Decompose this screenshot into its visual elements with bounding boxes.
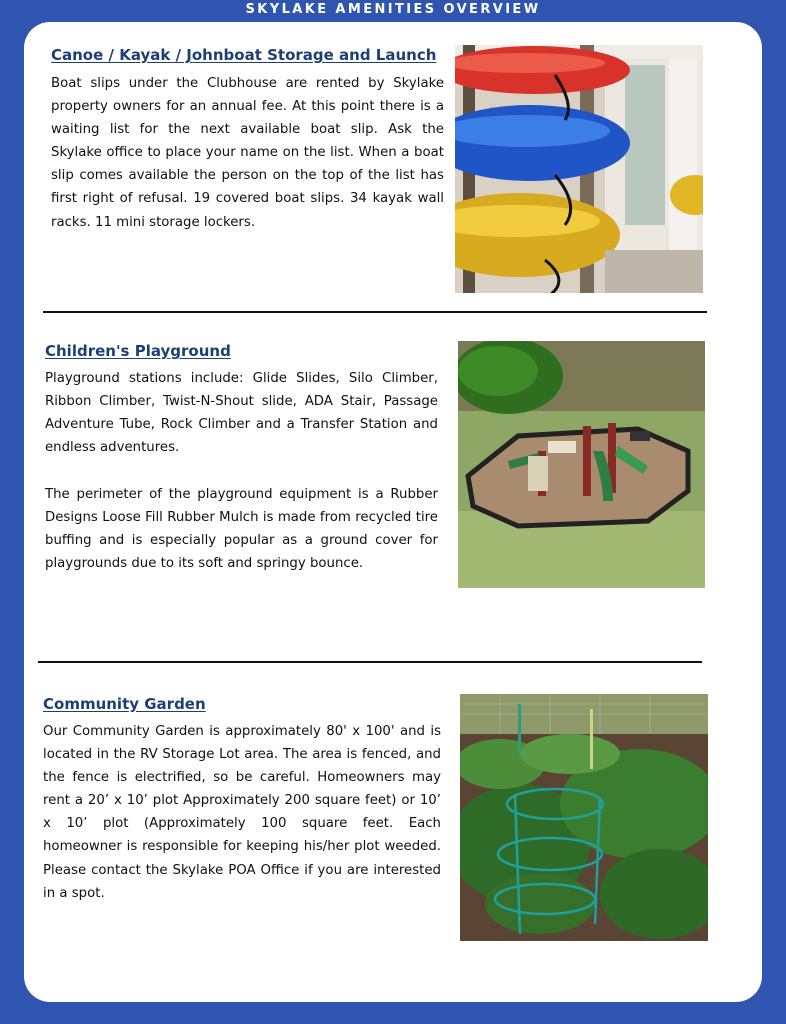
playground-section-heading: Children's Playground — [45, 342, 231, 360]
garden-section-body: Our Community Garden is approximately 80' x 100' and is located in the RV Storage Lot area. The area is fenced, and the fence is electrified, so be careful. Homeowners may rent a 20’ x 10’ plot Approximately 200 square feet) or 10’ x 10’ plot (Approximately 100 square feet. Each homeowner is responsible for keeping his/her plot weeded. Please contact the Skylake POA Office if you are interested in a spot. — [43, 724, 441, 901]
section-divider — [43, 311, 707, 313]
canoe-section-body: Boat slips under the Clubhouse are rented by Skylake property owners for an annual fee. At this point there is a waiting list for the next available boat slip. Ask the Skylake office to place your name on the list. When a boat slip comes available the person on the top of the list has first right of refusal. 19 covered boat slips. 34 kayak wall racks. 11 mini storage lockers. — [51, 76, 444, 230]
section-divider — [38, 661, 702, 663]
playground-photo — [458, 341, 705, 588]
playground-section-body-2: The perimeter of the playground equipment is a Rubber Designs Loose Fill Rubber Mulch is made from recycled tire buffing and is especially popular as a ground cover for playgrounds due to its soft and springy bounce. — [45, 487, 438, 572]
page-banner-title: SKYLAKE AMENITIES OVERVIEW — [245, 2, 541, 17]
playground-section-body-1: Playground stations include: Glide Slides, Silo Climber, Ribbon Climber, Twist-N-Shout slide, ADA Stair, Passage Adventure Tube, Rock Climber and a Transfer Station and endless adventures. — [45, 371, 438, 456]
garden-section-heading: Community Garden — [43, 695, 206, 713]
kayak-rack-photo — [455, 45, 703, 293]
garden-photo — [460, 694, 708, 941]
canoe-section-heading: Canoe / Kayak / Johnboat Storage and Launch — [51, 46, 437, 64]
